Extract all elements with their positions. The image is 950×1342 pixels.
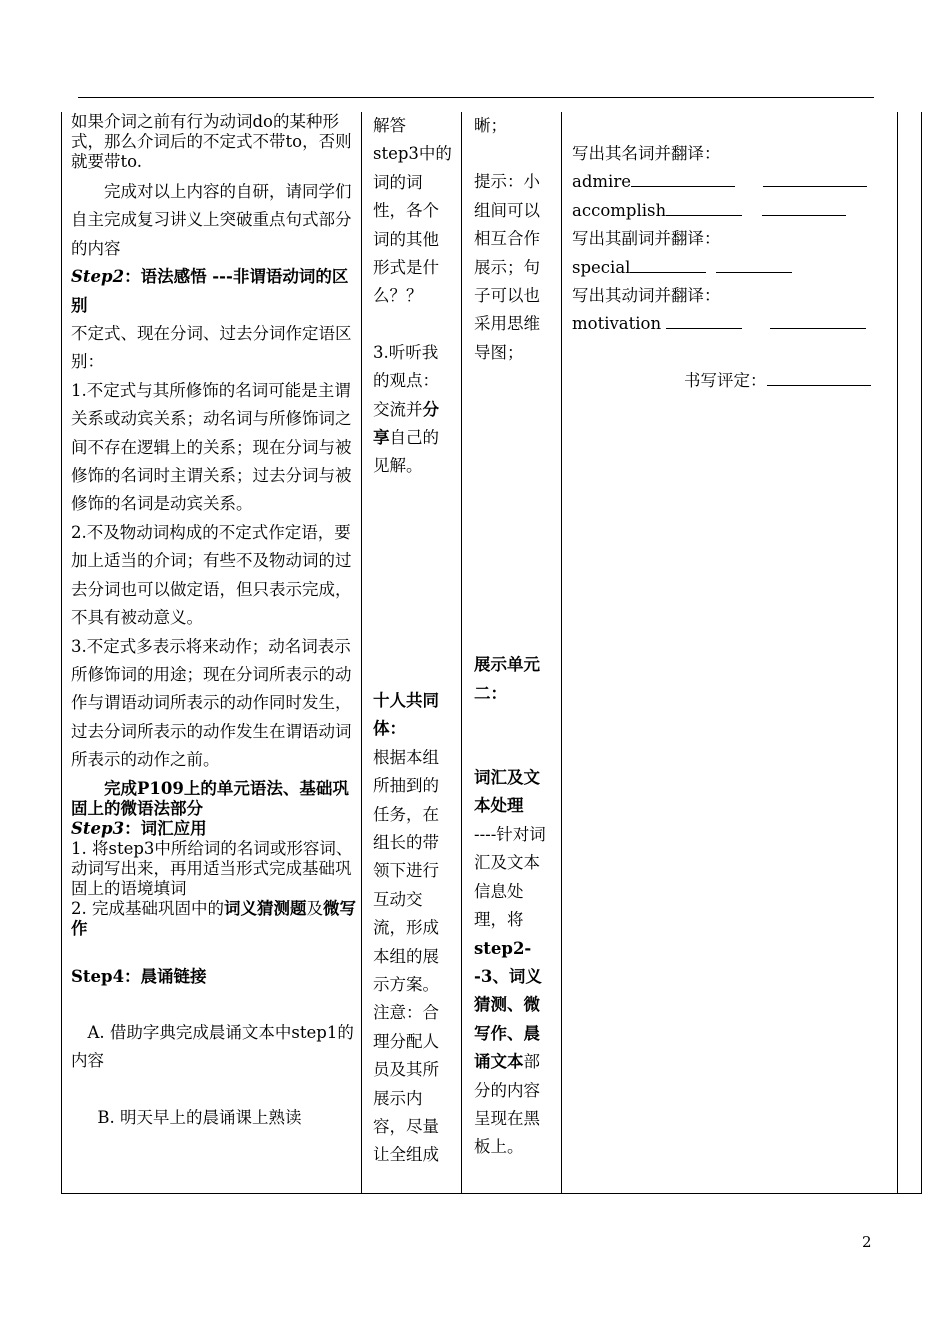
answer-blank[interactable] — [770, 310, 866, 329]
vocab-text — [474, 821, 556, 1162]
column-divider — [561, 112, 562, 1194]
self-study-text: 完成对以上内容的自研，请同学们自主完成复习讲义上突破重点句式部分的内容 — [71, 182, 352, 258]
header-rule — [78, 97, 874, 98]
exercise-column — [572, 140, 902, 395]
listen-b: 分享 — [373, 399, 439, 448]
step3-heading — [71, 819, 357, 839]
point-3: 3.不定式多表示将来动作；动名词表示所修饰词的用途；现在分词所表示的动作与谓语动词所表示的动作同时发生，过去分词所表示的动作发生在谓语动词所表示的动作之前。 — [71, 636, 352, 770]
intro-text: 如果介词之前有行为动词do的某种形式，那么介词后的不定式不带to，否则就要带to. — [71, 112, 352, 171]
answer-blank[interactable] — [762, 197, 846, 216]
word-accomplish: accomplish — [572, 200, 667, 220]
word-admire: admire — [572, 172, 631, 192]
group-text: 根据本组所抽到的任务，在组长的带领下进行互动交流，形成本组的展示方案。注意：合理分配人员及其所展示内容，尽量让全组成 — [373, 747, 439, 1165]
column-divider — [461, 112, 462, 1194]
answer-line: 解答 — [373, 116, 406, 135]
vocab-text-b: step2--3、词义猜测、微写作、晨诵文本 — [474, 938, 542, 1072]
noun-prompt: 写出其名词并翻译： — [572, 144, 721, 163]
word-motivation: motivation — [572, 314, 667, 334]
step3-item-2 — [71, 899, 357, 939]
answer-blank[interactable] — [666, 197, 742, 216]
vocab-text-a: ----针对词汇及文本信息处理，将 — [474, 824, 546, 930]
rating-row — [572, 367, 902, 395]
display-column — [474, 112, 556, 1162]
rating-label: 书写评定： — [684, 370, 767, 390]
listen-text — [373, 339, 453, 481]
col3-line1: 晰； — [474, 116, 507, 135]
step3-item-2-b: 词义猜测题 — [224, 898, 307, 918]
answer-blank[interactable] — [666, 310, 742, 329]
content-column — [71, 112, 357, 1132]
hint-text: 提示：小组间可以相互合作展示；句子可以也采用思维导图； — [474, 172, 540, 362]
step3-item-2-a: 2. 完成基础巩固中的 — [71, 898, 224, 918]
activity-column — [373, 112, 453, 1170]
step3-label: Step3 — [71, 818, 125, 838]
item-b: B. 明天早上的晨诵课上熟读 — [97, 1107, 302, 1127]
group-title: 十人共同体： — [373, 690, 439, 739]
step2-heading — [71, 263, 357, 320]
item-a: A. 借助字典完成晨诵文本中step1的内容 — [71, 1022, 354, 1071]
adv-prompt: 写出其副词并翻译： — [572, 229, 721, 249]
step3-item-2-c: 及 — [306, 898, 323, 918]
answer-blank[interactable] — [763, 168, 867, 187]
admire-row — [572, 168, 902, 196]
step2-label: Step2 — [71, 267, 125, 287]
motivation-row — [572, 310, 902, 338]
column-divider — [361, 112, 362, 1194]
page-number: 2 — [862, 1233, 872, 1251]
step3-item-2-d: 微写作 — [71, 898, 356, 938]
vocab-text-c: 部分的内容呈现在黑板上。 — [474, 1052, 540, 1157]
point-1: 1.不定式与其所修饰的名词可能是主谓关系或动宾关系；动名词与所修饰词之间不存在逻辑上的关系；现在分词与被修饰的名词时主谓关系；过去分词与被修饰的名词是动宾关系。 — [71, 380, 352, 514]
accomplish-row — [572, 197, 902, 225]
listen-c: 自己的见解。 — [373, 428, 439, 476]
answer-blank[interactable] — [716, 254, 792, 273]
step4-heading: Step4：晨诵链接 — [71, 966, 207, 986]
vocab-title: 词汇及文本处理 — [474, 768, 540, 816]
p109-task: 完成P109上的单元语法、基础巩固上的微语法部分 — [71, 778, 349, 818]
special-row — [572, 254, 902, 282]
point-2: 2.不及物动词构成的不定式作定语，要加上适当的介词；有些不及物动词的过去分词也可以做定语，但只表示完成，不具有被动意义。 — [71, 522, 352, 628]
listen-a: 3.听听我的观点：交流并 — [373, 342, 439, 419]
step3-question: step3中的词的词性，各个词的其他形式是什么？？ — [373, 144, 452, 306]
answer-blank[interactable] — [631, 168, 735, 187]
answer-blank[interactable] — [630, 254, 706, 273]
diff-intro: 不定式、现在分词、过去分词作定语区别： — [71, 324, 352, 372]
step2-title: ：语法感悟 ---非谓语动词的区别 — [71, 267, 349, 315]
step3-title: ：词汇应用 — [124, 818, 207, 838]
step3-item-1: 1. 将step3中所给词的名词或形容词、动词写出来，再用适当形式完成基础巩固上的语境填词 — [71, 838, 353, 898]
word-special: special — [572, 257, 631, 277]
unit-title: 展示单元二： — [474, 655, 540, 703]
rating-blank[interactable] — [767, 367, 871, 386]
verb-prompt: 写出其动词并翻译： — [572, 286, 721, 306]
